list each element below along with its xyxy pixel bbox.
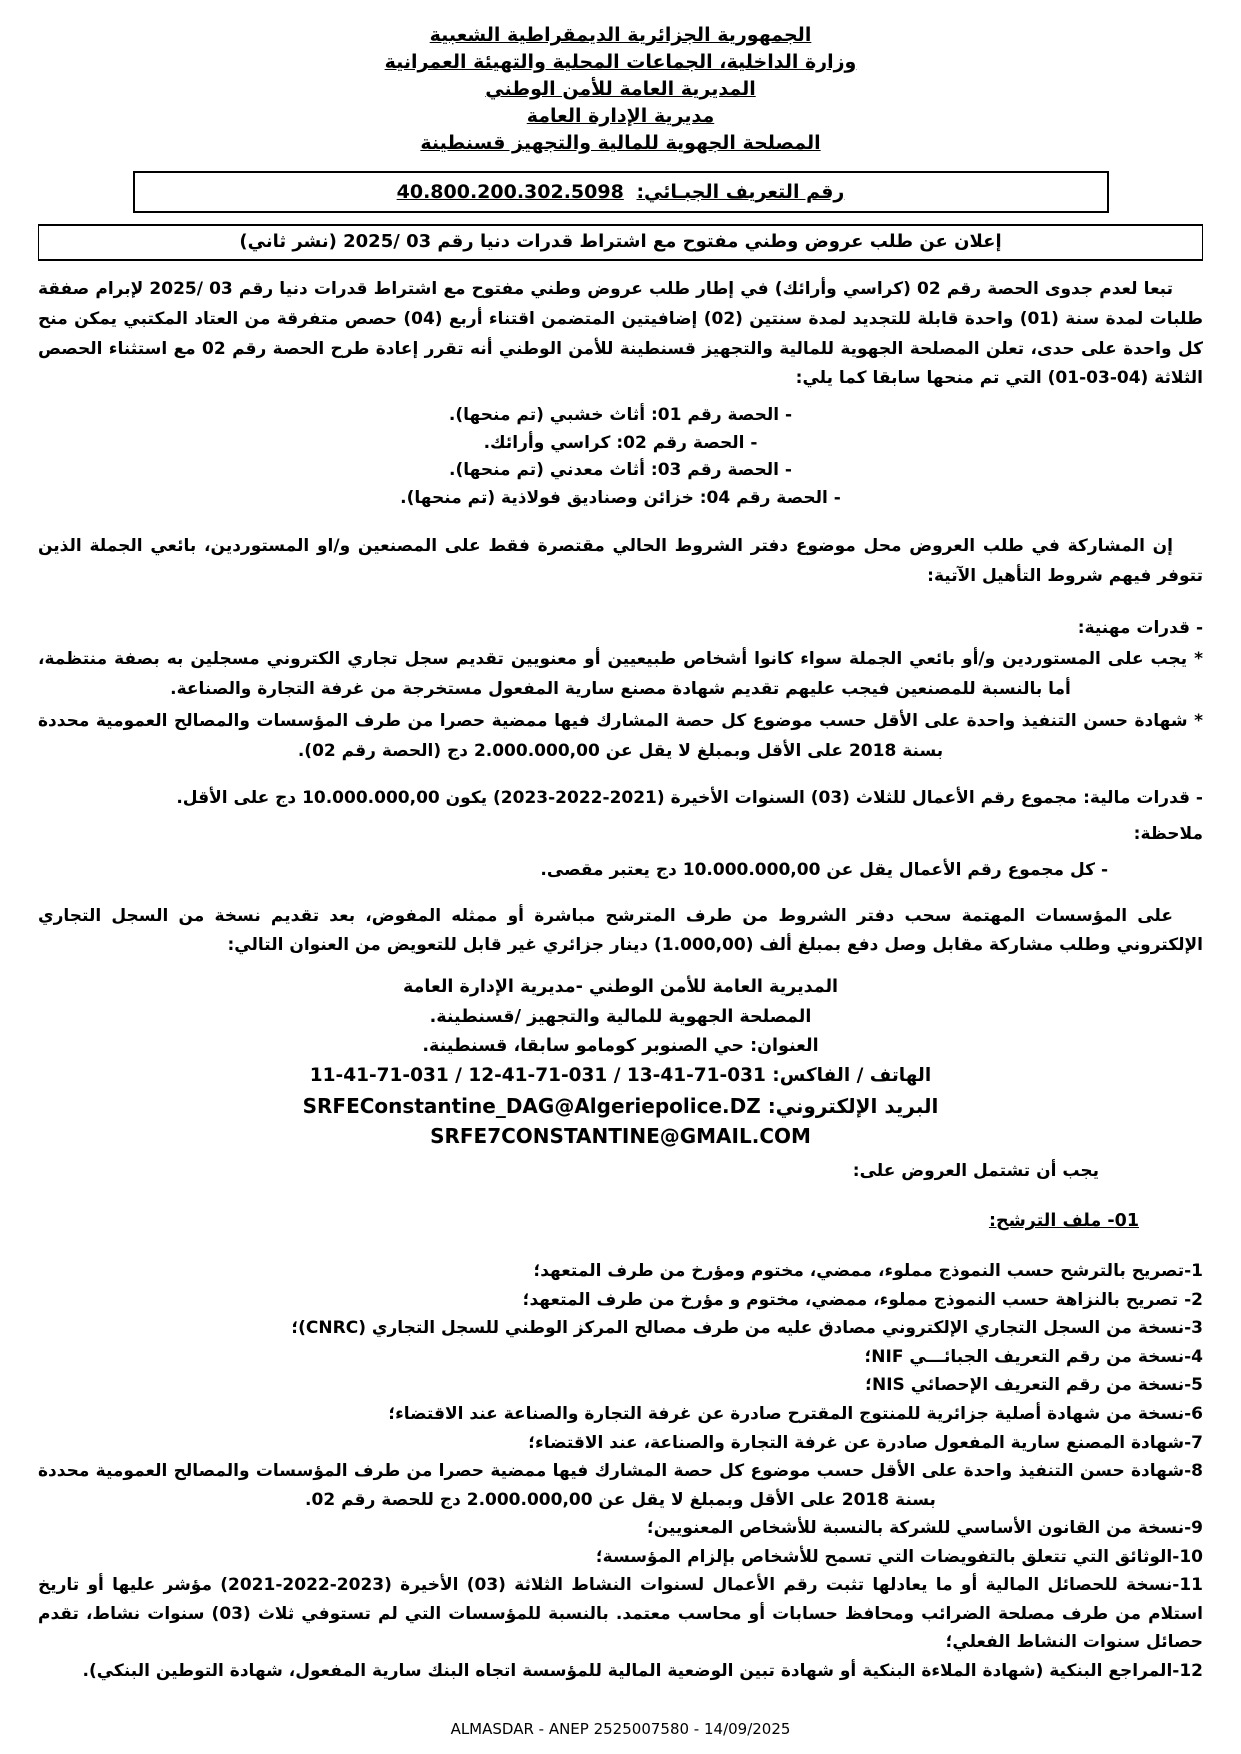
note-item: - كل مجموع رقم الأعمال يقل عن 10.000.000,00 دج يعتبر مقصى. [540,859,1108,880]
requirement-item-4: 4-نسخة من رقم التعريف الجبائـــي NIF؛ [864,1346,1203,1367]
requirement-item-11: 11-نسخة للحصائل المالية أو ما يعادلها تثبت رقم الأعمال لسنوات النشاط الثلاثة (03) الأخيرة (2023-2022-2021) مؤشر عليها أو تاريخ استلام من طرف مصلحة الضرائب ومحافظ حسابات أو محاسب معتمد. بالنسبة للمؤسسات التي لم تستوفي ثلاث (03) سنوات نشاط، تقدم حصائل سنوات النشاط الفعلي؛ [38,1575,1203,1653]
requirement-item-1: 1-تصريح بالترشح حسب النموذج مملوء، ممضي، مختوم ومؤرخ من طرف المتعهد؛ [533,1261,1203,1282]
lots-list [38,402,1203,512]
financial-capacities-line: - قدرات مالية: مجموع رقم الأعمال للثلاث (03) السنوات الأخيرة (2021-2022-2023) يكون 10.000.000,00 دج على الأقل. [176,788,1203,809]
address-block [38,973,1203,1151]
note-heading: ملاحظة: [1133,824,1203,845]
lot-item-04: - الحصة رقم 04: خزائن وصناديق فولاذية (تم منحها). [400,487,841,508]
lot-item-02: - الحصة رقم 02: كراسي وأرائك. [483,432,758,453]
requirement-item-9: 9-نسخة من القانون الأساسي للشركة بالنسبة للأشخاص المعنويين؛ [646,1518,1203,1539]
requirement-item-6: 6-نسخة من شهادة أصلية جزائرية للمنتوج المقترح صادرة عن غرفة التجارة والصناعة عند الاقتضاء؛ [388,1404,1203,1424]
letterhead-administration-line: مديرية الإدارة العامة [526,105,715,127]
application-file-heading-text: 01- ملف الترشح: [988,1211,1139,1232]
professional-capacity-item-1: * يجب على المستوردين و/أو بائعي الجملة سواء كانوا أشخاص طبيعيين أو معنويين تقديم سجل تجاري الكتروني مسجلين به بصفة منتظمة، أما بالنسبة للمصنعين فيجب عليهم تقديم شهادة مصنع سارية المفعول مستخرجة من غرفة التجارة والصناعة. [38,649,1203,700]
email-secondary-line [38,1121,1203,1151]
professional-capacities-heading: - قدرات مهنية: [1077,617,1203,638]
announcement-title: إعلان عن طلب عروض وطني مفتوح مع اشتراط قدرات دنيا رقم 03 /2025 (نشر ثاني) [239,231,1002,252]
letterhead [38,22,1203,157]
tax-id-value: 40.800.200.302.5098 [396,181,624,203]
withdrawal-paragraph: على المؤسسات المهتمة سحب دفتر الشروط من طرف المترشح مباشرة أو ممثله المفوض، بعد تقديم نسخة من السجل التجاري الإلكتروني وطلب مشاركة مقابل وصل دفع بمبلغ ألف (1.000,00) دينار جزائري غير قابل للتعويض من العنوان التالي: [38,905,1203,956]
email-primary: SRFEConstantine_DAG@Algeriepolice.DZ [302,1094,761,1119]
intro-paragraph: تبعا لعدم جدوى الحصة رقم 02 (كراسي وأرائك) في إطار طلب عروض وطني مفتوح مع اشتراط قدرات دنيا رقم 03 /2025 لإبرام صفقة طلبات لمدة سنة (01) واحدة قابلة للتجديد لمدة سنتين (02) إضافيتين المتضمن اقتناء أربع (04) حصص متفرقة من العتاد المكتبي يمكن منح كل واحدة على حدى، تعلن المصلحة الجهوية للمالية والتجهيز قسنطينة للأمن الوطني أنه تقرر إعادة طرح الحصة رقم 02 مع استثناء الحصص الثلاثة (04-03-01) التي تم منحها سابقا كما يلي: [38,279,1203,389]
offers-include-line: يجب أن تشتمل العروض على: [852,1161,1099,1182]
announcement-title-box [38,224,1203,261]
professional-capacity-item-2: * شهادة حسن التنفيذ واحدة على الأقل حسب موضوع كل حصة المشارك فيها ممضية حصرا من طرف المؤسسات والمصالح العمومية محددة بسنة 2018 على الأقل وبمبلغ لا يقل عن 2.000.000,00 دج (الحصة رقم 02). [38,710,1203,761]
letterhead-dgsn-line: المديرية العامة للأمن الوطني [485,78,756,100]
letterhead-republic-line: الجمهورية الجزائرية الديمقراطية الشعبية [429,24,812,46]
email-label: البريد الإلكتروني: [767,1094,939,1119]
tax-id-label: رقم التعريف الجبـائي: [636,181,845,203]
lot-item-03: - الحصة رقم 03: أثاث معدني (تم منحها). [449,460,792,481]
requirement-item-5: 5-نسخة من رقم التعريف الإحصائي NIS؛ [865,1375,1203,1396]
requirement-item-12: 12-المراجع البنكية (شهادة الملاءة البنكية أو شهادة تبين الوضعية المالية للمؤسسة اتجاه البنك سارية المفعول، شهادة التوطين البنكي). [82,1660,1203,1681]
letterhead-regional-service-line: المصلحة الجهوية للمالية والتجهيز قسنطينة [420,132,821,154]
letterhead-ministry-line: وزارة الداخلية، الجماعات المحلية والتهيئة العمرانية [384,51,857,73]
phone-fax-line: الهاتف / الفاكس: 031-71-41-13 / 031-71-41-12 / 031-71-41-11 [309,1065,932,1087]
participation-paragraph: إن المشاركة في طلب العروض محل موضوع دفتر الشروط الحالي مقتصرة فقط على المصنعين و/او المستوردين، بائعي الجملة الذين تتوفر فيهم شروط التأهيل الآتية: [38,536,1203,586]
requirement-item-3: 3-نسخة من السجل التجاري الإلكتروني مصادق عليه من طرف مصالح المركز الوطني للسجل التجاري (CNRC)؛ [291,1318,1203,1339]
anep-footer-line: ALMASDAR - ANEP 2525007580 - 14/09/2025 [450,1720,791,1738]
address-line-directorate: المديرية العامة للأمن الوطني -مديرية الإدارة العامة [402,977,839,998]
address-line-street: العنوان: حي الصنوبر كومامو سابقا، قسنطينة. [422,1035,819,1056]
application-file-heading [38,1211,1203,1231]
requirements-list [38,1257,1203,1685]
address-line-service: المصلحة الجهوية للمالية والتجهيز /قسنطينة. [429,1006,812,1027]
requirement-item-7: 7-شهادة المصنع سارية المفعول صادرة عن غرفة التجارة والصناعة، عند الاقتضاء؛ [528,1432,1203,1453]
email-secondary: SRFE7CONSTANTINE@GMAIL.COM [430,1124,811,1149]
requirement-item-2: 2- تصريح بالنزاهة حسب النموذج مملوء، ممضي، مختوم و مؤرخ من طرف المتعهد؛ [522,1289,1203,1310]
requirement-item-8: 8-شهادة حسن التنفيذ واحدة على الأقل حسب موضوع كل حصة المشارك فيها ممضية حصرا من طرف المؤسسات والمصالح العمومية محددة بسنة 2018 على الأقل وبمبلغ لا يقل عن 2.000.000,00 دج للحصة رقم 02. [38,1461,1203,1510]
requirement-item-10: 10-الوثائق التي تتعلق بالتفويضات التي تسمح للأشخاص بإلزام المؤسسة؛ [595,1546,1203,1567]
tax-id-box [133,171,1109,213]
email-primary-line [38,1091,1203,1121]
lot-item-01: - الحصة رقم 01: أثاث خشبي (تم منحها). [448,405,793,425]
